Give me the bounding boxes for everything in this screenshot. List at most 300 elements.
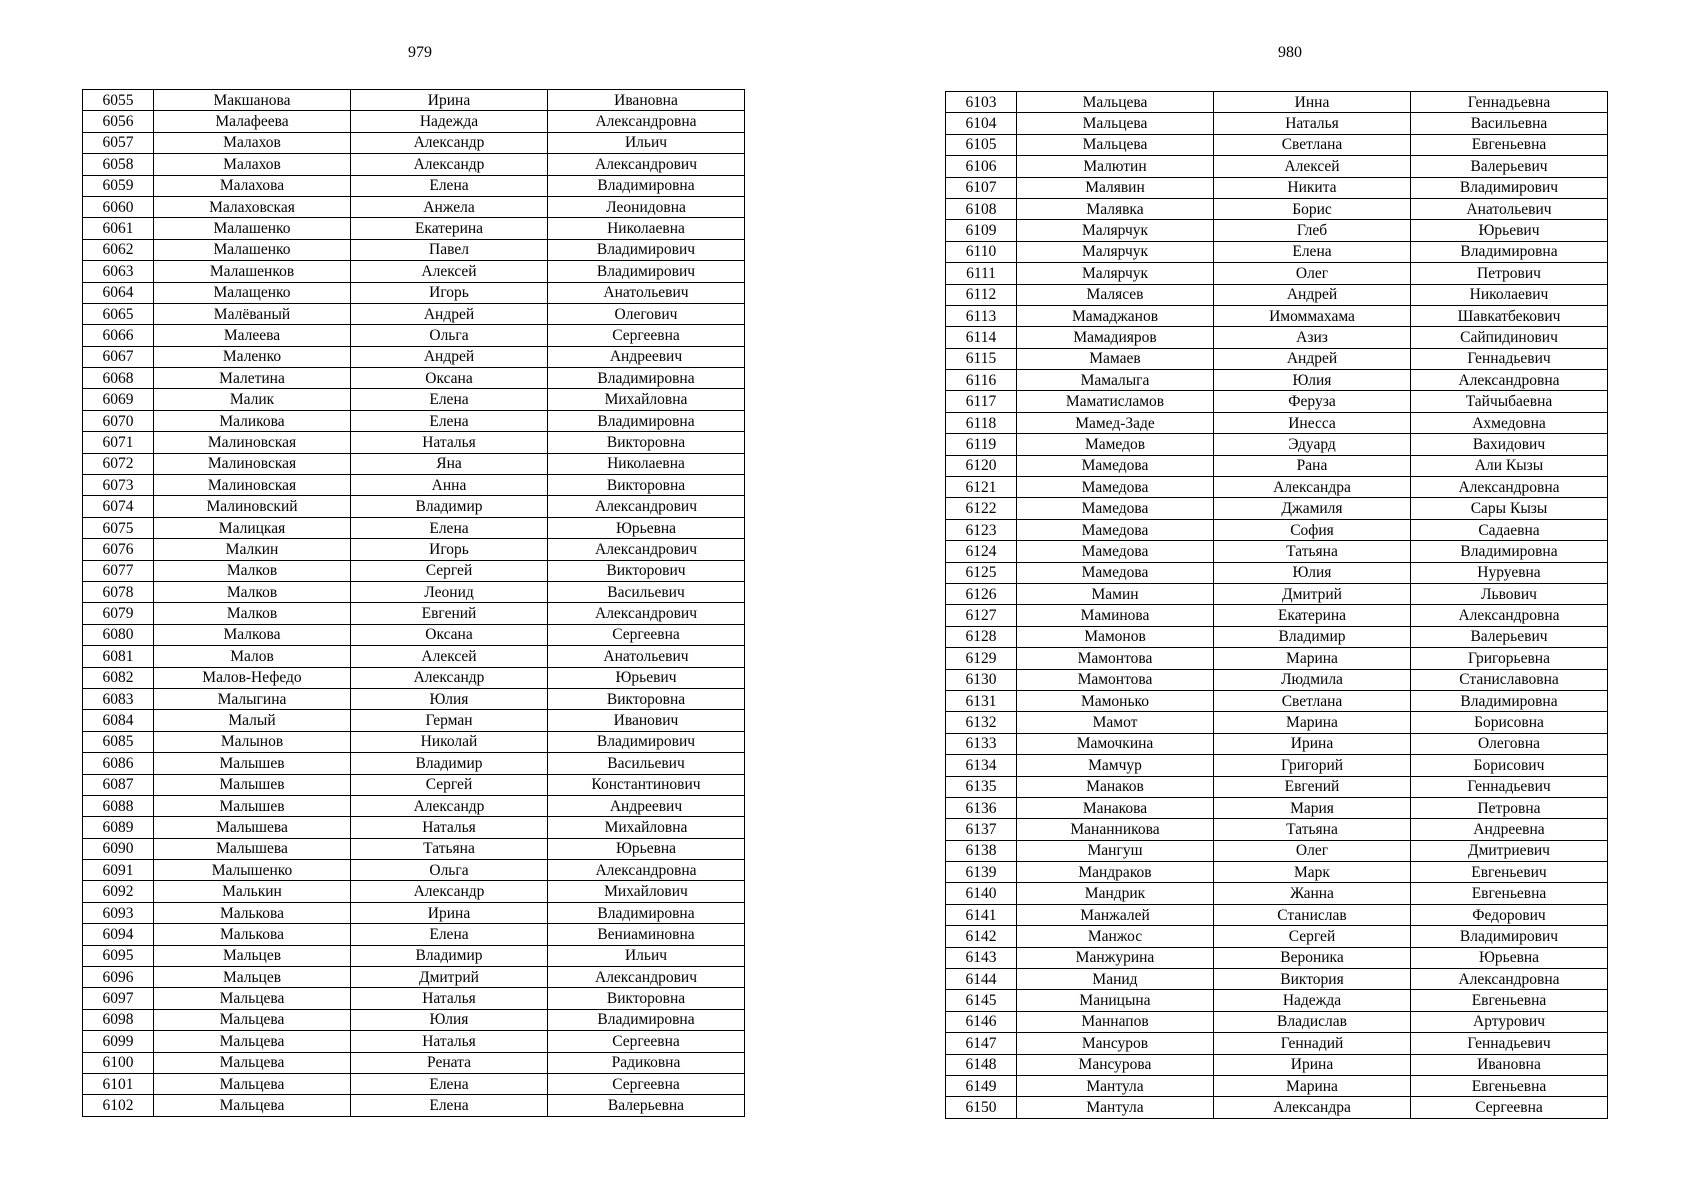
row-number-cell: 6055 (83, 90, 154, 111)
table-row (83, 389, 745, 410)
first-name-cell: Евгений (1214, 776, 1411, 797)
first-name-cell: Владимир (351, 945, 548, 966)
row-number-cell: 6107 (946, 177, 1017, 198)
row-number-cell: 6067 (83, 346, 154, 367)
table-row (83, 453, 745, 474)
table-row (83, 988, 745, 1009)
surname-cell: Малкова (154, 624, 351, 645)
surname-cell: Мальцева (154, 1073, 351, 1094)
patronymic-cell: Сергеевна (548, 1073, 745, 1094)
table-row (83, 774, 745, 795)
surname-cell: Манид (1017, 969, 1214, 990)
row-number-cell: 6120 (946, 455, 1017, 476)
patronymic-cell: Андреевна (1411, 819, 1608, 840)
surname-cell: Мантула (1017, 1097, 1214, 1118)
surname-cell: Малявин (1017, 177, 1214, 198)
surname-cell: Мамедова (1017, 562, 1214, 583)
surname-cell: Малёваный (154, 303, 351, 324)
table-row (946, 348, 1608, 369)
patronymic-cell: Васильевич (548, 581, 745, 602)
row-number-cell: 6094 (83, 924, 154, 945)
row-number-cell: 6102 (83, 1095, 154, 1116)
table-row (83, 838, 745, 859)
table-row (946, 712, 1608, 733)
patronymic-cell: Олегович (548, 303, 745, 324)
table-row (946, 498, 1608, 519)
surname-cell: Малков (154, 560, 351, 581)
patronymic-cell: Константинович (548, 774, 745, 795)
first-name-cell: Андрей (351, 303, 548, 324)
surname-cell: Малышева (154, 838, 351, 859)
table-row (946, 541, 1608, 562)
row-number-cell: 6111 (946, 263, 1017, 284)
table-row (946, 1011, 1608, 1032)
table-row (83, 967, 745, 988)
row-number-cell: 6072 (83, 453, 154, 474)
patronymic-cell: Юрьевич (1411, 220, 1608, 241)
row-number-cell: 6082 (83, 667, 154, 688)
surname-cell: Малашенко (154, 218, 351, 239)
surname-cell: Мамаджанов (1017, 305, 1214, 326)
table-row (83, 239, 745, 260)
table-row (83, 710, 745, 731)
patronymic-cell: Сайпидинович (1411, 327, 1608, 348)
patronymic-cell: Викторовна (548, 432, 745, 453)
row-number-cell: 6144 (946, 969, 1017, 990)
surname-cell: Малярчук (1017, 263, 1214, 284)
table-row (83, 496, 745, 517)
patronymic-cell: Олеговна (1411, 733, 1608, 754)
first-name-cell: Феруза (1214, 391, 1411, 412)
first-name-cell: Екатерина (1214, 605, 1411, 626)
row-number-cell: 6142 (946, 926, 1017, 947)
first-name-cell: Инна (1214, 92, 1411, 113)
row-number-cell: 6081 (83, 646, 154, 667)
table-row (83, 196, 745, 217)
table-row (83, 175, 745, 196)
patronymic-cell: Григорьевна (1411, 648, 1608, 669)
patronymic-cell: Артурович (1411, 1011, 1608, 1032)
roster-table-right (945, 91, 1608, 1119)
surname-cell: Манжурина (1017, 947, 1214, 968)
row-number-cell: 6080 (83, 624, 154, 645)
row-number-cell: 6057 (83, 132, 154, 153)
first-name-cell: Сергей (1214, 926, 1411, 947)
patronymic-cell: Владимировна (548, 368, 745, 389)
patronymic-cell: Сергеевна (548, 624, 745, 645)
first-name-cell: Виктория (1214, 969, 1411, 990)
patronymic-cell: Сергеевна (548, 325, 745, 346)
patronymic-cell: Николаевич (1411, 284, 1608, 305)
first-name-cell: Азиз (1214, 327, 1411, 348)
table-row (946, 198, 1608, 219)
patronymic-cell: Борисович (1411, 755, 1608, 776)
surname-cell: Манаков (1017, 776, 1214, 797)
row-number-cell: 6122 (946, 498, 1017, 519)
surname-cell: Мамонтова (1017, 669, 1214, 690)
surname-cell: Мамедова (1017, 498, 1214, 519)
table-row (946, 797, 1608, 818)
row-number-cell: 6119 (946, 434, 1017, 455)
patronymic-cell: Евгеньевна (1411, 883, 1608, 904)
table-row (946, 434, 1608, 455)
table-row (83, 432, 745, 453)
patronymic-cell: Иванович (548, 710, 745, 731)
patronymic-cell: Анатольевич (548, 282, 745, 303)
table-row (946, 755, 1608, 776)
first-name-cell: Дмитрий (351, 967, 548, 988)
patronymic-cell: Али Кызы (1411, 455, 1608, 476)
patronymic-cell: Юрьевич (548, 667, 745, 688)
first-name-cell: Юлия (1214, 370, 1411, 391)
row-number-cell: 6061 (83, 218, 154, 239)
first-name-cell: Марина (1214, 648, 1411, 669)
row-number-cell: 6129 (946, 648, 1017, 669)
surname-cell: Маликова (154, 410, 351, 431)
row-number-cell: 6086 (83, 753, 154, 774)
table-row (946, 1075, 1608, 1096)
row-number-cell: 6075 (83, 517, 154, 538)
table-row (83, 1095, 745, 1116)
row-number-cell: 6118 (946, 412, 1017, 433)
first-name-cell: Леонид (351, 581, 548, 602)
table-row (946, 840, 1608, 861)
patronymic-cell: Васильевна (1411, 113, 1608, 134)
table-row (946, 177, 1608, 198)
first-name-cell: Наталья (351, 1031, 548, 1052)
surname-cell: Мамедов (1017, 434, 1214, 455)
row-number-cell: 6088 (83, 795, 154, 816)
row-number-cell: 6143 (946, 947, 1017, 968)
first-name-cell: Сергей (351, 774, 548, 795)
surname-cell: Мамедова (1017, 455, 1214, 476)
surname-cell: Мамедова (1017, 519, 1214, 540)
table-row (83, 346, 745, 367)
table-row (83, 924, 745, 945)
table-row (946, 263, 1608, 284)
row-number-cell: 6133 (946, 733, 1017, 754)
first-name-cell: Андрей (1214, 348, 1411, 369)
row-number-cell: 6078 (83, 581, 154, 602)
row-number-cell: 6137 (946, 819, 1017, 840)
patronymic-cell: Станиславовна (1411, 669, 1608, 690)
row-number-cell: 6146 (946, 1011, 1017, 1032)
first-name-cell: Наталья (351, 817, 548, 838)
roster-body-left (83, 90, 745, 1117)
first-name-cell: Алексей (1214, 156, 1411, 177)
surname-cell: Маннапов (1017, 1011, 1214, 1032)
table-row (83, 581, 745, 602)
first-name-cell: Оксана (351, 624, 548, 645)
row-number-cell: 6105 (946, 134, 1017, 155)
table-row (946, 92, 1608, 113)
table-row (946, 370, 1608, 391)
table-row (83, 368, 745, 389)
table-row (83, 795, 745, 816)
first-name-cell: Александр (351, 132, 548, 153)
row-number-cell: 6100 (83, 1052, 154, 1073)
table-row (83, 1031, 745, 1052)
table-row (83, 282, 745, 303)
patronymic-cell: Владимировна (1411, 690, 1608, 711)
table-row (946, 690, 1608, 711)
table-row (946, 904, 1608, 925)
table-row (83, 688, 745, 709)
surname-cell: Мамаев (1017, 348, 1214, 369)
surname-cell: Маницына (1017, 990, 1214, 1011)
row-number-cell: 6150 (946, 1097, 1017, 1118)
surname-cell: Малькова (154, 924, 351, 945)
table-row (946, 241, 1608, 262)
first-name-cell: Джамиля (1214, 498, 1411, 519)
first-name-cell: Ирина (1214, 1054, 1411, 1075)
patronymic-cell: Михайлович (548, 881, 745, 902)
table-row (946, 391, 1608, 412)
first-name-cell: Игорь (351, 282, 548, 303)
patronymic-cell: Александровна (1411, 370, 1608, 391)
table-row (83, 261, 745, 282)
row-number-cell: 6079 (83, 603, 154, 624)
first-name-cell: Юлия (1214, 562, 1411, 583)
table-row (946, 327, 1608, 348)
row-number-cell: 6095 (83, 945, 154, 966)
first-name-cell: Евгений (351, 603, 548, 624)
table-row (83, 303, 745, 324)
row-number-cell: 6066 (83, 325, 154, 346)
surname-cell: Мамин (1017, 583, 1214, 604)
patronymic-cell: Валерьевич (1411, 626, 1608, 647)
surname-cell: Малышева (154, 817, 351, 838)
first-name-cell: Владимир (1214, 626, 1411, 647)
row-number-cell: 6148 (946, 1054, 1017, 1075)
surname-cell: Малаховская (154, 196, 351, 217)
first-name-cell: Глеб (1214, 220, 1411, 241)
patronymic-cell: Борисовна (1411, 712, 1608, 733)
table-row (946, 284, 1608, 305)
surname-cell: Малахова (154, 175, 351, 196)
row-number-cell: 6073 (83, 475, 154, 496)
patronymic-cell: Юрьевна (548, 838, 745, 859)
table-row (946, 990, 1608, 1011)
row-number-cell: 6076 (83, 539, 154, 560)
table-row (83, 325, 745, 346)
first-name-cell: Марк (1214, 862, 1411, 883)
row-number-cell: 6138 (946, 840, 1017, 861)
surname-cell: Малеева (154, 325, 351, 346)
surname-cell: Малов (154, 646, 351, 667)
row-number-cell: 6108 (946, 198, 1017, 219)
surname-cell: Малков (154, 581, 351, 602)
row-number-cell: 6101 (83, 1073, 154, 1094)
patronymic-cell: Николаевна (548, 453, 745, 474)
surname-cell: Мамонько (1017, 690, 1214, 711)
patronymic-cell: Николаевна (548, 218, 745, 239)
first-name-cell: Светлана (1214, 690, 1411, 711)
patronymic-cell: Нуруевна (1411, 562, 1608, 583)
patronymic-cell: Анатольевич (1411, 198, 1608, 219)
patronymic-cell: Владимировна (548, 902, 745, 923)
patronymic-cell: Валерьевна (548, 1095, 745, 1116)
surname-cell: Малькова (154, 902, 351, 923)
row-number-cell: 6084 (83, 710, 154, 731)
patronymic-cell: Геннадьевна (1411, 92, 1608, 113)
table-row (83, 817, 745, 838)
table-row (946, 1097, 1608, 1118)
surname-cell: Мансуров (1017, 1033, 1214, 1054)
table-row (83, 945, 745, 966)
surname-cell: Мандраков (1017, 862, 1214, 883)
table-row (946, 156, 1608, 177)
page-number-right: 980 (1278, 44, 1302, 61)
patronymic-cell: Петрович (1411, 263, 1608, 284)
row-number-cell: 6124 (946, 541, 1017, 562)
table-row (946, 605, 1608, 626)
surname-cell: Мантула (1017, 1075, 1214, 1096)
surname-cell: Мамот (1017, 712, 1214, 733)
row-number-cell: 6126 (946, 583, 1017, 604)
table-row (83, 731, 745, 752)
first-name-cell: Татьяна (1214, 819, 1411, 840)
first-name-cell: Олег (1214, 840, 1411, 861)
first-name-cell: Николай (351, 731, 548, 752)
surname-cell: Мандрик (1017, 883, 1214, 904)
table-row (83, 753, 745, 774)
table-row (946, 412, 1608, 433)
table-row (946, 669, 1608, 690)
first-name-cell: Владислав (1214, 1011, 1411, 1032)
row-number-cell: 6097 (83, 988, 154, 1009)
first-name-cell: Ольга (351, 860, 548, 881)
table-row (83, 902, 745, 923)
surname-cell: Малиновский (154, 496, 351, 517)
patronymic-cell: Викторовна (548, 475, 745, 496)
surname-cell: Малярчук (1017, 241, 1214, 262)
table-row (946, 819, 1608, 840)
patronymic-cell: Анатольевич (548, 646, 745, 667)
row-number-cell: 6121 (946, 477, 1017, 498)
first-name-cell: Дмитрий (1214, 583, 1411, 604)
table-row (83, 90, 745, 111)
surname-cell: Малащенко (154, 282, 351, 303)
first-name-cell: Станислав (1214, 904, 1411, 925)
surname-cell: Малькин (154, 881, 351, 902)
first-name-cell: Никита (1214, 177, 1411, 198)
first-name-cell: Надежда (351, 111, 548, 132)
first-name-cell: Алексей (351, 646, 548, 667)
patronymic-cell: Викторовна (548, 688, 745, 709)
table-row (83, 881, 745, 902)
patronymic-cell: Сергеевна (548, 1031, 745, 1052)
patronymic-cell: Ильич (548, 132, 745, 153)
surname-cell: Мансурова (1017, 1054, 1214, 1075)
patronymic-cell: Владимировна (548, 410, 745, 431)
first-name-cell: Алексей (351, 261, 548, 282)
row-number-cell: 6139 (946, 862, 1017, 883)
row-number-cell: 6127 (946, 605, 1017, 626)
patronymic-cell: Садаевна (1411, 519, 1608, 540)
surname-cell: Мананникова (1017, 819, 1214, 840)
table-row (83, 475, 745, 496)
table-row (946, 134, 1608, 155)
row-number-cell: 6090 (83, 838, 154, 859)
first-name-cell: Жанна (1214, 883, 1411, 904)
patronymic-cell: Геннадьевич (1411, 776, 1608, 797)
first-name-cell: Ирина (351, 902, 548, 923)
surname-cell: Малярчук (1017, 220, 1214, 241)
patronymic-cell: Сары Кызы (1411, 498, 1608, 519)
table-row (946, 562, 1608, 583)
patronymic-cell: Радиковна (548, 1052, 745, 1073)
surname-cell: Малышев (154, 774, 351, 795)
patronymic-cell: Сергеевна (1411, 1097, 1608, 1118)
row-number-cell: 6070 (83, 410, 154, 431)
first-name-cell: Александра (1214, 1097, 1411, 1118)
patronymic-cell: Вениаминовна (548, 924, 745, 945)
first-name-cell: Ирина (351, 90, 548, 111)
patronymic-cell: Юрьевна (1411, 947, 1608, 968)
patronymic-cell: Владимировна (548, 1009, 745, 1030)
surname-cell: Малафеева (154, 111, 351, 132)
surname-cell: Малышев (154, 753, 351, 774)
first-name-cell: Рана (1214, 455, 1411, 476)
row-number-cell: 6131 (946, 690, 1017, 711)
patronymic-cell: Петровна (1411, 797, 1608, 818)
patronymic-cell: Викторовна (548, 988, 745, 1009)
first-name-cell: Юлия (351, 1009, 548, 1030)
surname-cell: Мальцева (1017, 134, 1214, 155)
patronymic-cell: Евгеньевна (1411, 134, 1608, 155)
row-number-cell: 6128 (946, 626, 1017, 647)
roster-table-left (82, 89, 745, 1117)
first-name-cell: Герман (351, 710, 548, 731)
patronymic-cell: Львович (1411, 583, 1608, 604)
first-name-cell: Наталья (1214, 113, 1411, 134)
table-row (946, 926, 1608, 947)
first-name-cell: Елена (351, 924, 548, 945)
surname-cell: Мальцева (154, 1052, 351, 1073)
surname-cell: Маматисламов (1017, 391, 1214, 412)
patronymic-cell: Евгеньевна (1411, 990, 1608, 1011)
first-name-cell: Елена (351, 389, 548, 410)
row-number-cell: 6136 (946, 797, 1017, 818)
patronymic-cell: Александровна (548, 860, 745, 881)
patronymic-cell: Евгеньевна (1411, 1075, 1608, 1096)
patronymic-cell: Владимирович (548, 731, 745, 752)
patronymic-cell: Александровна (1411, 605, 1608, 626)
first-name-cell: Юлия (351, 688, 548, 709)
first-name-cell: Елена (351, 1095, 548, 1116)
first-name-cell: Наталья (351, 988, 548, 1009)
surname-cell: Малыгина (154, 688, 351, 709)
row-number-cell: 6109 (946, 220, 1017, 241)
table-row (83, 560, 745, 581)
first-name-cell: Татьяна (351, 838, 548, 859)
row-number-cell: 6130 (946, 669, 1017, 690)
patronymic-cell: Шавкатбекович (1411, 305, 1608, 326)
surname-cell: Мангуш (1017, 840, 1214, 861)
patronymic-cell: Владимирович (548, 261, 745, 282)
table-row (83, 1052, 745, 1073)
table-row (946, 455, 1608, 476)
row-number-cell: 6058 (83, 154, 154, 175)
row-number-cell: 6074 (83, 496, 154, 517)
row-number-cell: 6069 (83, 389, 154, 410)
first-name-cell: Александр (351, 795, 548, 816)
first-name-cell: Владимир (351, 753, 548, 774)
row-number-cell: 6098 (83, 1009, 154, 1030)
first-name-cell: Александра (1214, 477, 1411, 498)
surname-cell: Мамадияров (1017, 327, 1214, 348)
